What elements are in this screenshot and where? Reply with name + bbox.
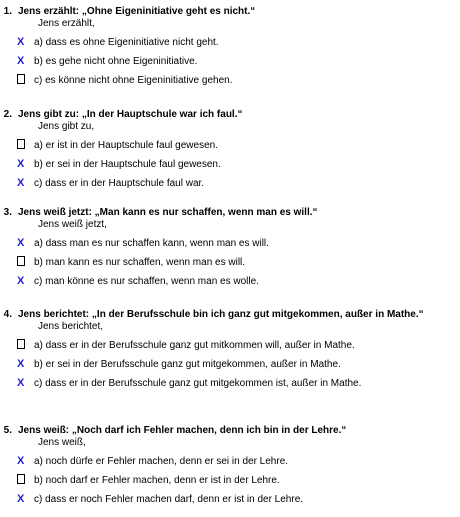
option-text: b) noch darf er Fehler machen, denn er ist in der Lehre. <box>34 474 280 486</box>
empty-checkbox-icon <box>17 474 25 484</box>
checked-x-mark: X <box>17 36 25 48</box>
question-number: 3. <box>3 207 12 218</box>
answer-intro: Jens weiß, <box>38 437 86 448</box>
option-text: a) dass er in der Berufsschule ganz gut mitkommen will, außer in Mathe. <box>34 339 355 351</box>
option-text: c) man könne es nur schaffen, wenn man es wolle. <box>34 275 259 287</box>
answer-checkbox[interactable] <box>0 136 34 155</box>
empty-checkbox-icon <box>17 339 25 349</box>
checked-x-mark: X <box>17 358 25 370</box>
option-c <box>0 71 460 90</box>
option-text: a) dass es ohne Eigeninitiative nicht geht. <box>34 36 219 48</box>
question-stem <box>0 109 460 120</box>
question-stem <box>0 207 460 218</box>
answer-checkbox[interactable] <box>0 272 34 291</box>
option-text: a) noch dürfe er Fehler machen, denn er sei in der Lehre. <box>34 455 289 467</box>
answer-checkbox[interactable] <box>0 355 34 374</box>
option-c <box>0 374 460 393</box>
answer-checkbox[interactable] <box>0 253 34 272</box>
question-stem <box>0 6 460 17</box>
option-b <box>0 52 460 71</box>
option-b <box>0 155 460 174</box>
question-number: 1. <box>3 6 12 17</box>
answer-checkbox[interactable] <box>0 452 34 471</box>
checked-x-mark: X <box>17 493 25 505</box>
question-number: 2. <box>3 109 12 120</box>
question-1 <box>0 6 460 90</box>
option-text: a) er ist in der Hauptschule faul gewesen. <box>34 139 218 151</box>
checked-x-mark: X <box>17 377 25 389</box>
answer-checkbox[interactable] <box>0 71 34 90</box>
options-list <box>0 136 460 193</box>
answer-intro: Jens berichtet, <box>38 321 104 332</box>
option-text: c) dass er in der Berufsschule ganz gut mitgekommen ist, außer in Mathe. <box>34 377 362 389</box>
option-text: c) es könne nicht ohne Eigeninitiative gehen. <box>34 74 233 86</box>
checked-x-mark: X <box>17 275 25 287</box>
question-text: Jens weiß jetzt: „Man kann es nur schaffen, wenn man es will.“ <box>18 207 318 218</box>
empty-checkbox-icon <box>17 139 25 149</box>
option-text: b) man kann es nur schaffen, wenn man es will. <box>34 256 246 268</box>
option-a <box>0 33 460 52</box>
question-text: Jens erzählt: „Ohne Eigeninitiative geht es nicht.“ <box>18 6 256 17</box>
option-text: c) dass er in der Hauptschule faul war. <box>34 177 205 189</box>
question-3 <box>0 207 460 291</box>
answer-checkbox[interactable] <box>0 336 34 355</box>
option-text: b) er sei in der Berufsschule ganz gut mitgekommen, außer in Mathe. <box>34 358 341 370</box>
question-2 <box>0 109 460 193</box>
answer-checkbox[interactable] <box>0 174 34 193</box>
question-5 <box>0 425 460 509</box>
answer-checkbox[interactable] <box>0 374 34 393</box>
checked-x-mark: X <box>17 158 25 170</box>
question-text: Jens weiß: „Noch darf ich Fehler machen, denn ich bin in der Lehre.“ <box>18 425 347 436</box>
answer-checkbox[interactable] <box>0 471 34 490</box>
answer-checkbox[interactable] <box>0 52 34 71</box>
answer-checkbox[interactable] <box>0 234 34 253</box>
option-b <box>0 471 460 490</box>
option-c <box>0 272 460 291</box>
answer-intro: Jens gibt zu, <box>38 121 95 132</box>
options-list <box>0 234 460 291</box>
question-text: Jens gibt zu: „In der Hauptschule war ich faul.“ <box>18 109 243 120</box>
checked-x-mark: X <box>17 177 25 189</box>
option-a <box>0 136 460 155</box>
option-c <box>0 174 460 193</box>
question-stem <box>0 425 460 436</box>
answer-checkbox[interactable] <box>0 33 34 52</box>
options-list <box>0 336 460 393</box>
empty-checkbox-icon <box>17 256 25 266</box>
option-a <box>0 336 460 355</box>
option-b <box>0 355 460 374</box>
option-text: b) er sei in der Hauptschule faul gewesen. <box>34 158 221 170</box>
empty-checkbox-icon <box>17 74 25 84</box>
question-4 <box>0 309 460 393</box>
answer-intro: Jens erzählt, <box>38 18 95 29</box>
answer-checkbox[interactable] <box>0 490 34 509</box>
options-list <box>0 452 460 509</box>
answer-intro: Jens weiß jetzt, <box>38 219 107 230</box>
option-b <box>0 253 460 272</box>
question-text: Jens berichtet: „In der Berufsschule bin ich ganz gut mitgekommen, außer in Mathe.“ <box>18 309 424 320</box>
question-number: 5. <box>3 425 12 436</box>
option-text: b) es gehe nicht ohne Eigeninitiative. <box>34 55 198 67</box>
answer-checkbox[interactable] <box>0 155 34 174</box>
question-stem <box>0 309 460 320</box>
checked-x-mark: X <box>17 455 25 467</box>
checked-x-mark: X <box>17 55 25 67</box>
option-c <box>0 490 460 509</box>
checked-x-mark: X <box>17 237 25 249</box>
option-a <box>0 452 460 471</box>
option-text: a) dass man es nur schaffen kann, wenn man es will. <box>34 237 269 249</box>
options-list <box>0 33 460 90</box>
question-number: 4. <box>3 309 12 320</box>
option-text: c) dass er noch Fehler machen darf, denn er ist in der Lehre. <box>34 493 304 505</box>
option-a <box>0 234 460 253</box>
